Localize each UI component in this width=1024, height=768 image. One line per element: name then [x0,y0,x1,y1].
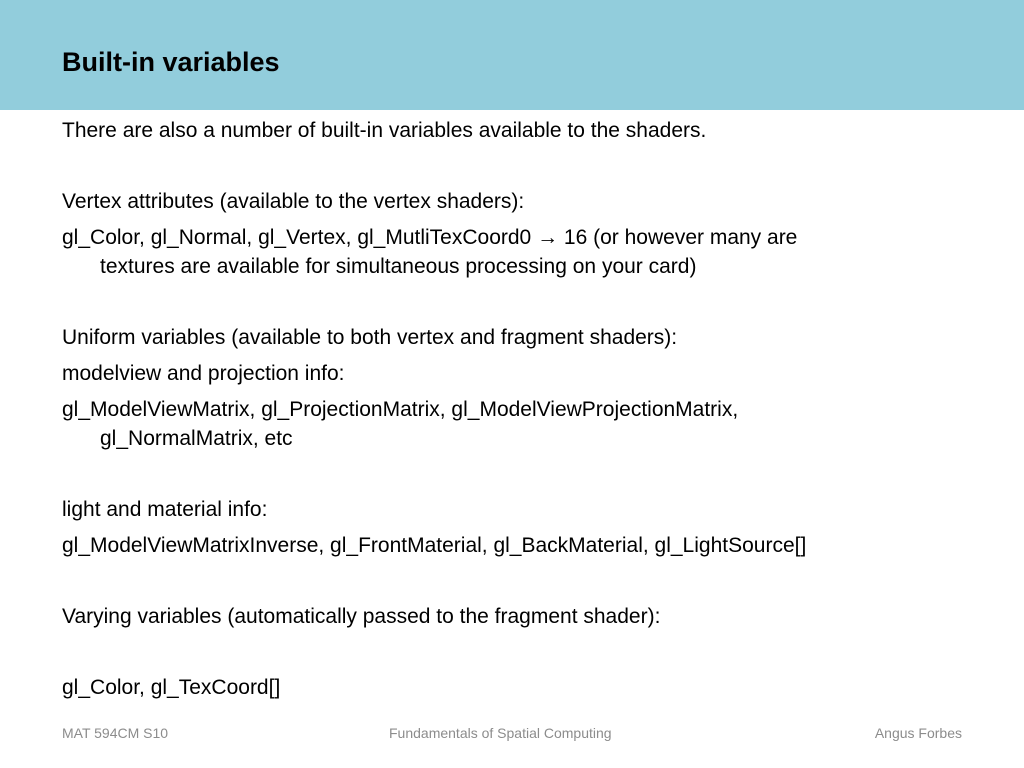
modelview-heading: modelview and projection info: [62,362,345,385]
modelview-list-continuation: gl_NormalMatrix, etc [100,427,293,450]
right-arrow-icon: → [537,226,559,249]
intro-text: There are also a number of built-in variables available to the shaders. [62,119,707,142]
slide-title: Built-in variables [62,47,280,77]
vertex-attributes-continuation: textures are available for simultaneous processing on your card) [100,255,697,278]
light-material-list: gl_ModelViewMatrixInverse, gl_FrontMaterial, gl_BackMaterial, gl_LightSource[] [62,534,807,557]
light-material-heading: light and material info: [62,498,268,521]
header-bar [0,0,1024,110]
footer-author: Angus Forbes [874,725,962,741]
footer-course: MAT 594CM S10 [62,725,169,741]
vertex-attributes-count: 16 (or however many are [563,226,798,249]
varying-variables-heading: Varying variables (automatically passed to the fragment shader): [62,605,661,628]
footer-title: Fundamentals of Spatial Computing [389,725,612,741]
vertex-attributes-list [62,223,797,252]
uniform-variables-heading: Uniform variables (available to both vertex and fragment shaders): [62,326,678,349]
modelview-list: gl_ModelViewMatrix, gl_ProjectionMatrix, gl_ModelViewProjectionMatrix, [62,398,739,421]
varying-variables-list: gl_Color, gl_TexCoord[] [62,676,281,699]
vertex-attributes-text: gl_Color, gl_Normal, gl_Vertex, gl_MutliTexCoord0 [62,226,532,249]
vertex-attributes-heading: Vertex attributes (available to the vertex shaders): [62,190,525,213]
